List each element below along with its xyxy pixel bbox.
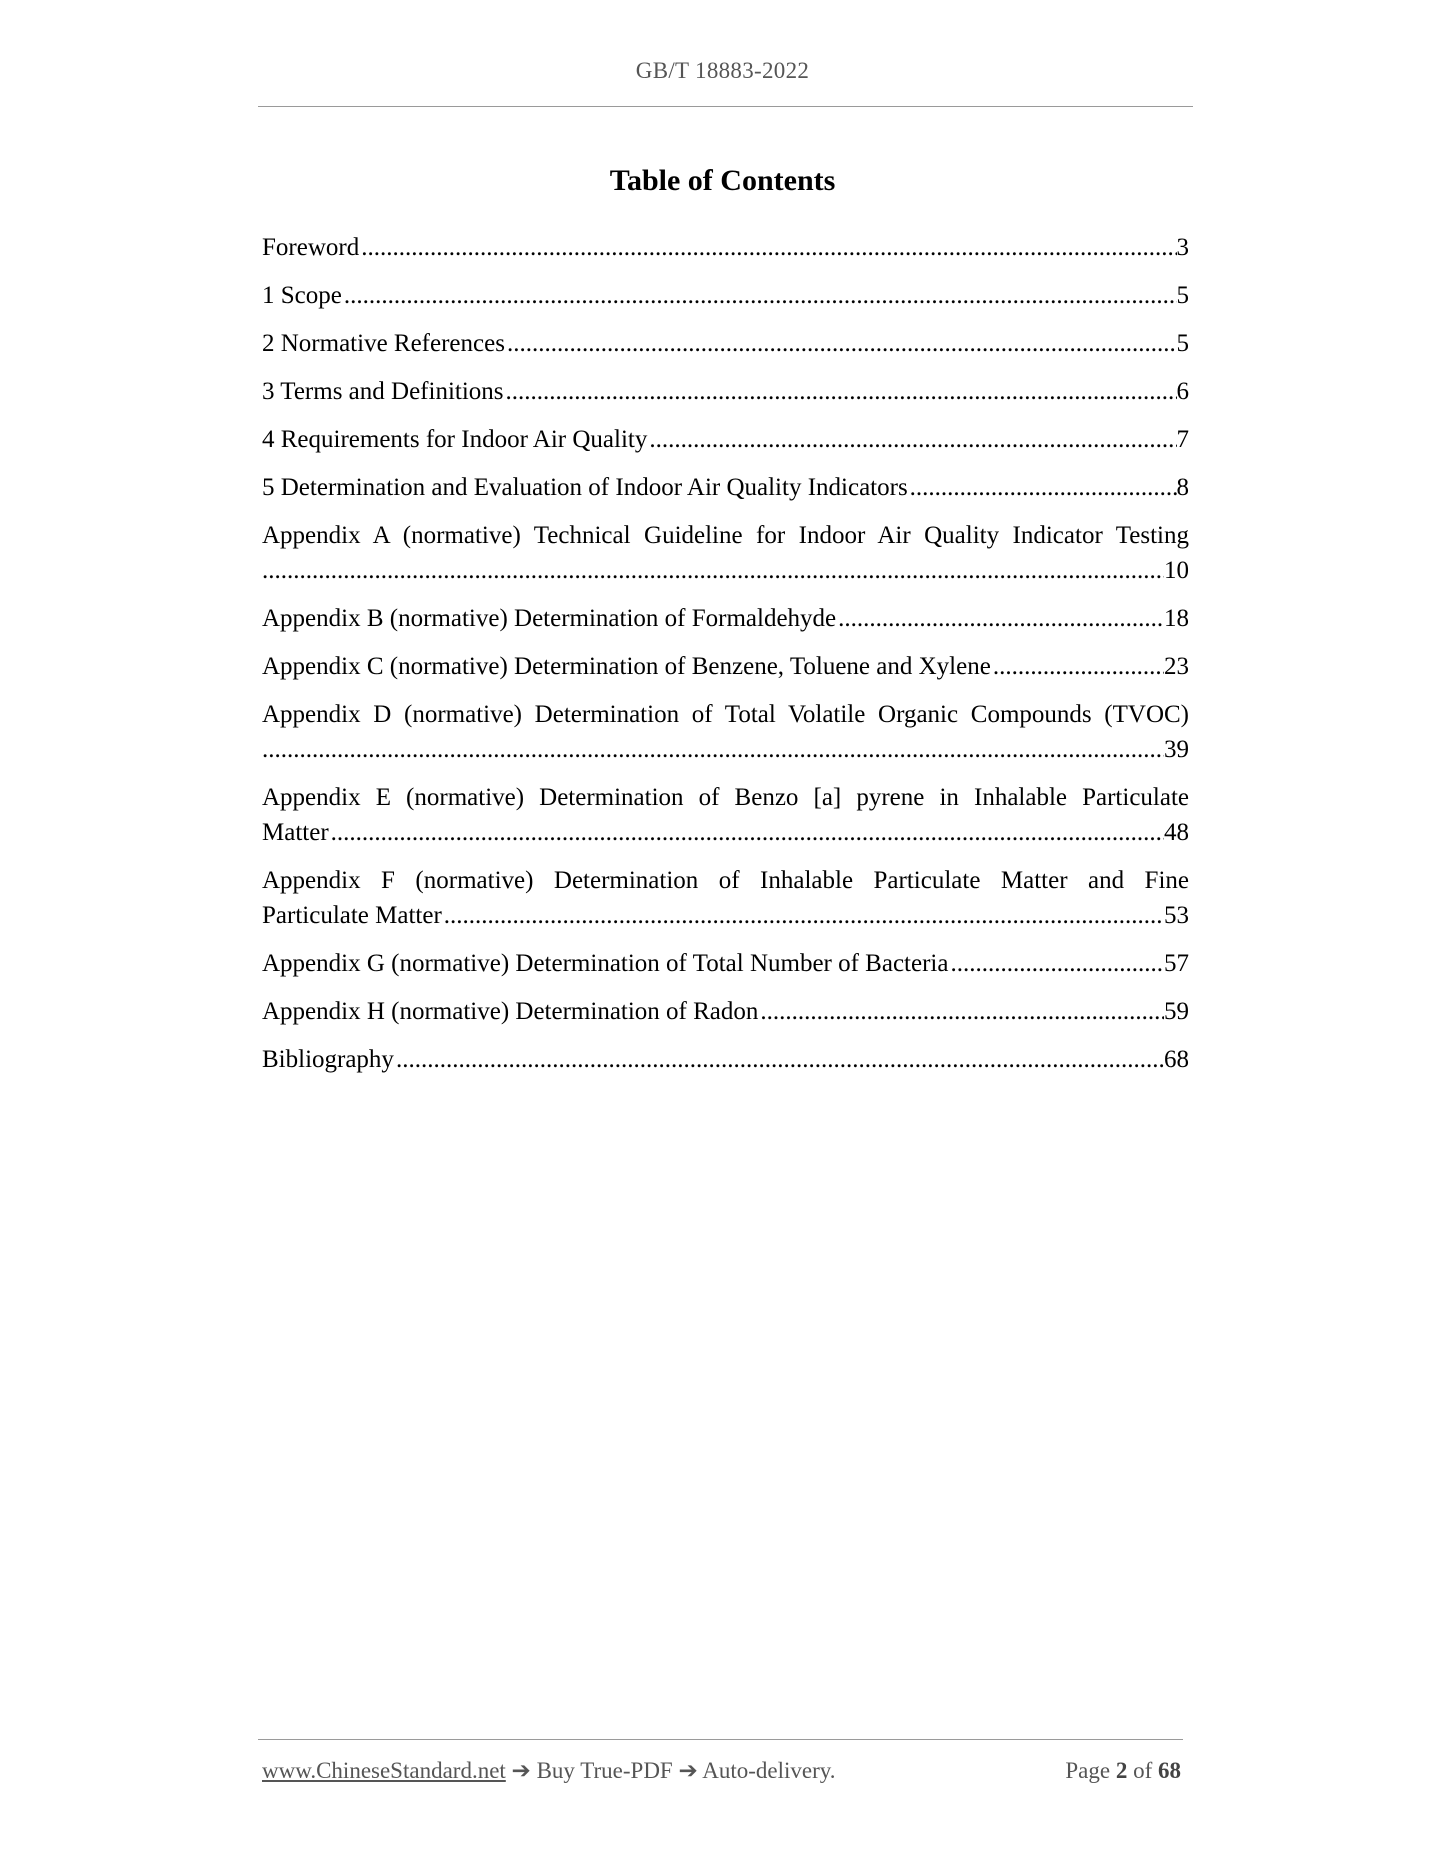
- toc-entry-page: 68: [1164, 1046, 1189, 1073]
- toc-entry-foreword[interactable]: [262, 230, 1189, 265]
- dot-leader: [262, 732, 1164, 767]
- dot-leader: [331, 815, 1164, 850]
- toc-entry-label: Appendix F (normative) Determination of Inhalable Particulate Matter and Fine: [262, 867, 1189, 894]
- toc-entry-label: Appendix H (normative) Determination of Radon: [262, 998, 759, 1025]
- page-indicator: [1065, 1758, 1181, 1784]
- site-link[interactable]: www.ChineseStandard.net: [262, 1758, 506, 1783]
- toc-entry-label: Appendix G (normative) Determination of Total Number of Bacteria: [262, 950, 949, 977]
- toc-entry-page: 59: [1164, 998, 1189, 1025]
- toc-entry-page: 57: [1164, 950, 1189, 977]
- toc-entry-label: Appendix D (normative) Determination of Total Volatile Organic Compounds (TVOC): [262, 701, 1189, 728]
- dot-leader: [344, 278, 1177, 313]
- toc-entry-normative-references[interactable]: [262, 326, 1189, 361]
- toc-entry-appendix-a[interactable]: [262, 518, 1189, 588]
- toc-entry-appendix-c[interactable]: [262, 649, 1189, 684]
- dot-leader: [950, 946, 1164, 981]
- toc-entry-label: Appendix E (normative) Determination of Benzo [a] pyrene in Inhalable Particulate: [262, 784, 1189, 811]
- toc-entry-appendix-d[interactable]: [262, 697, 1189, 767]
- toc-entry-page: 23: [1164, 653, 1189, 680]
- running-header: GB/T 18883-2022: [635, 58, 810, 83]
- toc-entry-label: 2 Normative References: [262, 330, 505, 357]
- toc-entry-label: Bibliography: [262, 1046, 394, 1073]
- toc-entry-scope[interactable]: [262, 278, 1189, 313]
- dot-leader: [760, 994, 1164, 1029]
- toc-entry-label: Appendix A (normative) Technical Guideline for Indoor Air Quality Indicator Testing: [262, 522, 1189, 549]
- toc-entry-page: 53: [1164, 902, 1189, 929]
- dot-leader: [361, 230, 1176, 265]
- page-title: Table of Contents: [609, 164, 836, 197]
- toc-entry-page: 3: [1176, 234, 1189, 261]
- arrow-right-icon: ➔: [678, 1758, 698, 1783]
- toc-entry-label: 5 Determination and Evaluation of Indoor Air Quality Indicators: [262, 474, 908, 501]
- toc-entry-appendix-b[interactable]: [262, 601, 1189, 636]
- page-total: 68: [1158, 1758, 1181, 1783]
- toc-entry-appendix-g[interactable]: [262, 946, 1189, 981]
- toc-entry-label: Appendix C (normative) Determination of Benzene, Toluene and Xylene: [262, 653, 991, 680]
- delivery-text: Auto-delivery.: [702, 1758, 836, 1783]
- dot-leader: [649, 422, 1176, 457]
- toc-entry-label: Foreword: [262, 234, 360, 261]
- toc-entry-label: Appendix B (normative) Determination of Formaldehyde: [262, 605, 837, 632]
- dot-leader: [506, 374, 1177, 409]
- footer-divider: [258, 1739, 1183, 1740]
- page-label: Page: [1065, 1758, 1111, 1783]
- toc-entry-page: 10: [1164, 557, 1189, 584]
- arrow-right-icon: ➔: [511, 1758, 531, 1783]
- toc-entry-appendix-h[interactable]: [262, 994, 1189, 1029]
- dot-leader: [507, 326, 1177, 361]
- toc-entry-page: 48: [1164, 819, 1189, 846]
- dot-leader: [838, 601, 1164, 636]
- toc-entry-label-continued: Particulate Matter: [262, 902, 442, 929]
- page-of: of: [1133, 1758, 1153, 1783]
- toc-entry-label: 3 Terms and Definitions: [262, 378, 504, 405]
- dot-leader: [993, 649, 1164, 684]
- dot-leader: [444, 898, 1164, 933]
- buy-text: Buy True-PDF: [536, 1758, 673, 1783]
- header-divider: [258, 106, 1193, 107]
- toc-entry-requirements[interactable]: [262, 422, 1189, 457]
- toc-entry-label: 4 Requirements for Indoor Air Quality: [262, 426, 648, 453]
- toc-entry-appendix-f[interactable]: [262, 863, 1189, 933]
- toc-entry-page: 18: [1164, 605, 1189, 632]
- dot-leader: [262, 553, 1164, 588]
- table-of-contents: [262, 230, 1189, 1090]
- toc-entry-page: 39: [1164, 736, 1189, 763]
- toc-entry-page: 6: [1176, 378, 1189, 405]
- toc-entry-terms-and-definitions[interactable]: [262, 374, 1189, 409]
- dot-leader: [396, 1042, 1164, 1077]
- toc-entry-label-continued: Matter: [262, 819, 329, 846]
- toc-entry-page: 5: [1176, 282, 1189, 309]
- toc-entry-page: 7: [1176, 426, 1189, 453]
- toc-entry-page: 8: [1176, 474, 1189, 501]
- toc-entry-label: 1 Scope: [262, 282, 342, 309]
- toc-entry-page: 5: [1176, 330, 1189, 357]
- page-current: 2: [1115, 1758, 1128, 1783]
- toc-entry-appendix-e[interactable]: [262, 780, 1189, 850]
- toc-entry-bibliography[interactable]: [262, 1042, 1189, 1077]
- toc-entry-determination-and-evaluation[interactable]: [262, 470, 1189, 505]
- dot-leader: [910, 470, 1177, 505]
- footer-promo: [262, 1758, 836, 1784]
